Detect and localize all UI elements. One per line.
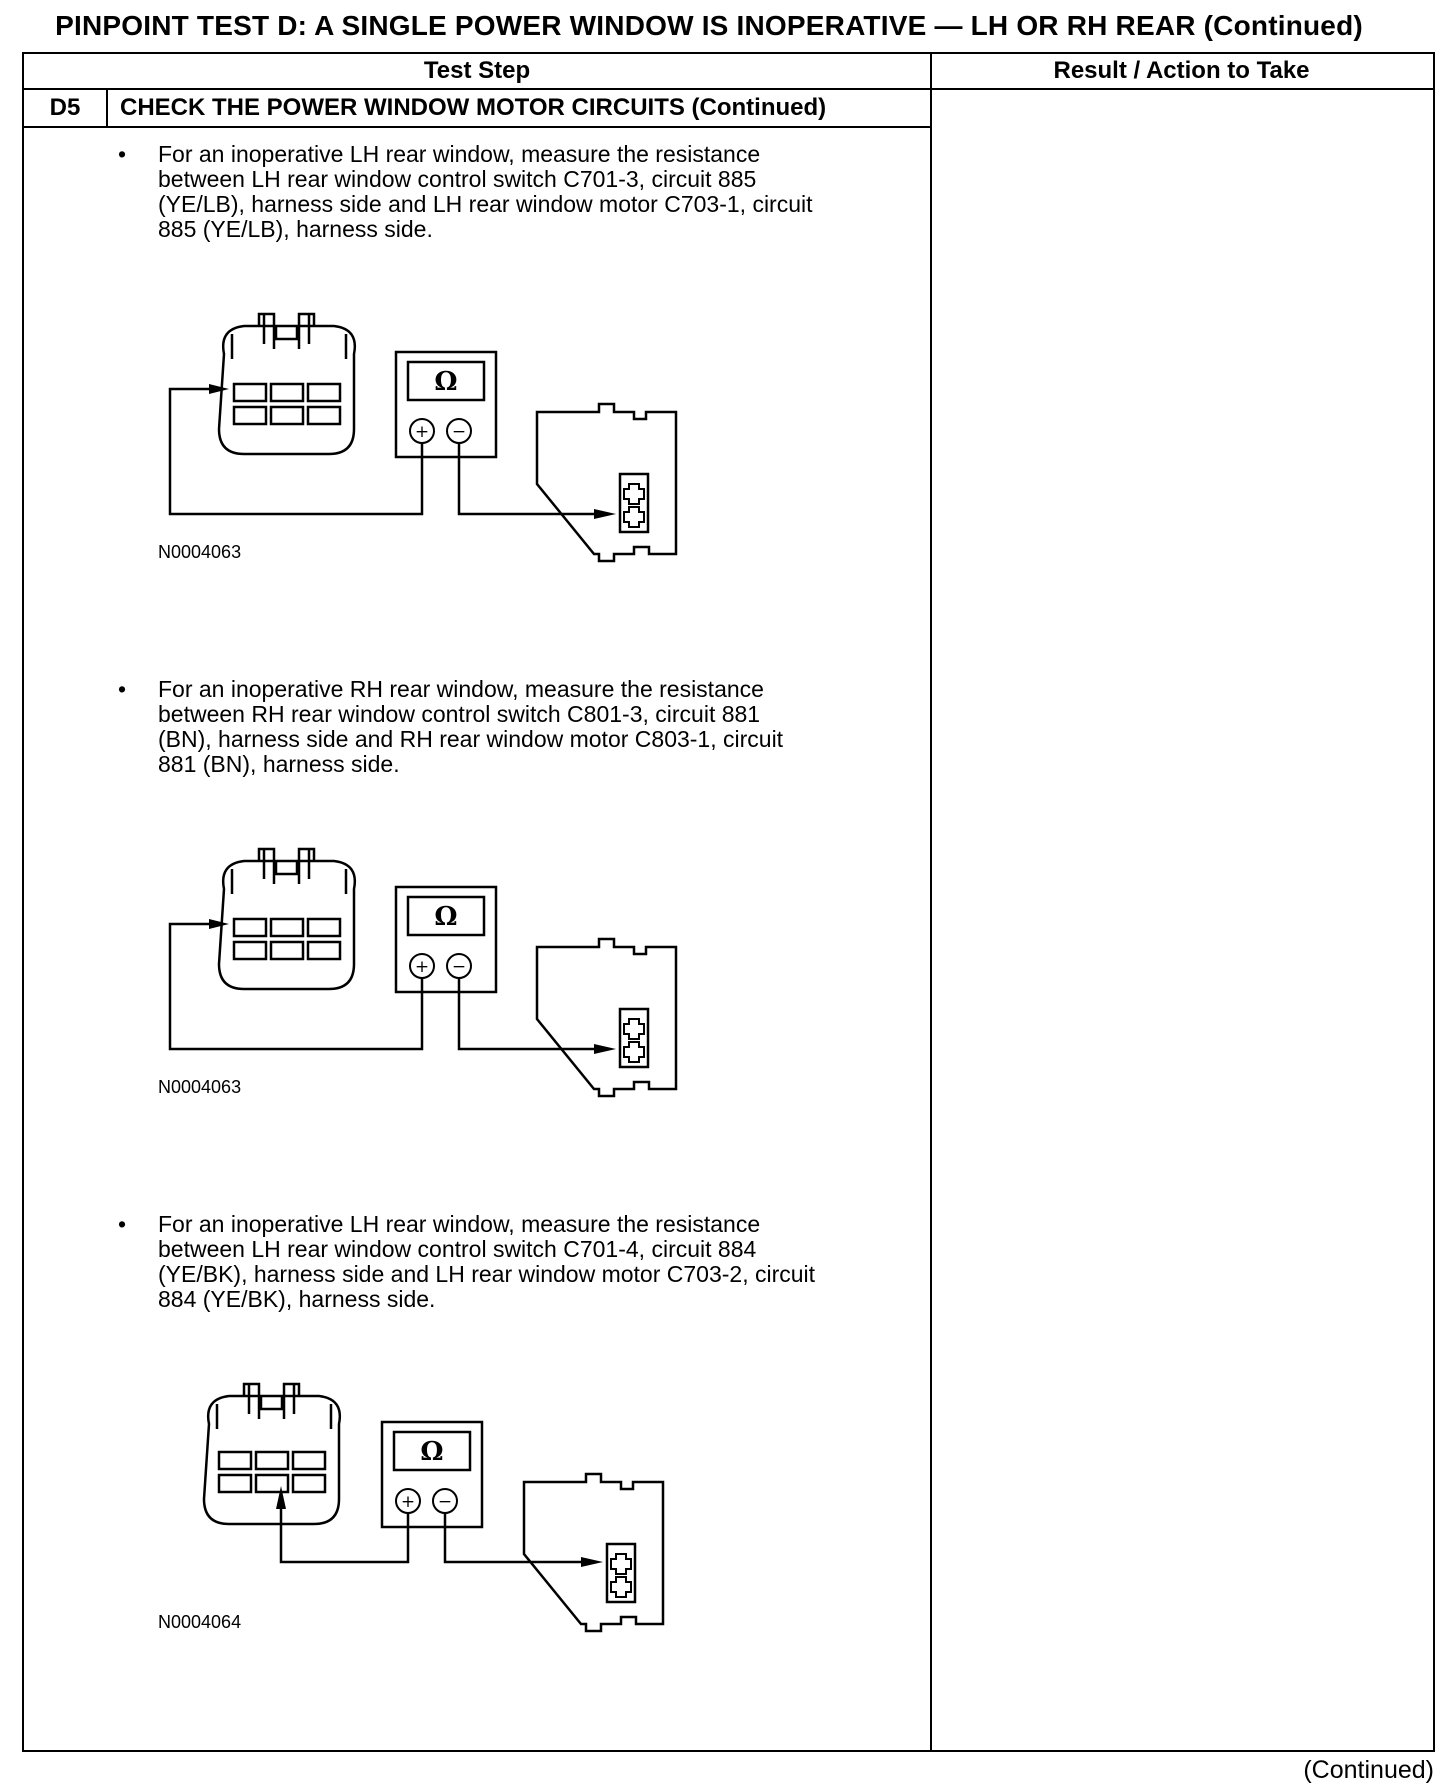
plus-terminal: + bbox=[414, 957, 430, 977]
ohm-symbol: Ω bbox=[434, 367, 458, 397]
continued-footer: (Continued) bbox=[1303, 1756, 1434, 1784]
step-title: CHECK THE POWER WINDOW MOTOR CIRCUITS (Continued) bbox=[108, 90, 930, 128]
switch-connector bbox=[219, 314, 355, 454]
instruction-text: For an inoperative RH rear window, measure the resistance between RH rear window control switch C801-3, circuit 881 (BN), harness side and RH rear window motor C803-1, circuit 881 (BN), harness side. bbox=[158, 676, 784, 777]
ohm-symbol: Ω bbox=[434, 902, 458, 932]
switch-connector bbox=[219, 849, 355, 989]
ohmmeter bbox=[382, 1422, 482, 1527]
probe-arrows bbox=[209, 384, 616, 519]
wiring-diagram bbox=[164, 304, 784, 594]
column-divider bbox=[930, 54, 932, 1750]
plus-terminal: + bbox=[414, 422, 430, 442]
bullet: • bbox=[118, 676, 127, 702]
probe-arrows bbox=[209, 919, 616, 1054]
ohmmeter bbox=[396, 887, 496, 992]
step-id: D5 bbox=[24, 90, 108, 128]
switch-connector bbox=[204, 1384, 340, 1524]
wiring-diagram bbox=[164, 1374, 784, 1664]
ohm-symbol: Ω bbox=[420, 1437, 444, 1467]
test-table bbox=[22, 52, 1435, 1752]
column-header-result: Result / Action to Take bbox=[930, 54, 1433, 90]
test-leads bbox=[281, 1509, 591, 1562]
plus-terminal: + bbox=[400, 1492, 416, 1512]
page-title: PINPOINT TEST D: A SINGLE POWER WINDOW IS INOPERATIVE — LH OR RH REAR (Continued) bbox=[55, 10, 1363, 41]
instruction-text: For an inoperative LH rear window, measure the resistance between LH rear window control switch C701-3, circuit 885 (YE/LB), harness side and LH rear window motor C703-1, circuit 885 (YE/LB), harness side. bbox=[158, 141, 813, 242]
column-header-test-step: Test Step bbox=[24, 54, 930, 90]
minus-terminal: − bbox=[437, 1492, 453, 1512]
instruction-text: For an inoperative LH rear window, measure the resistance between LH rear window control switch C701-4, circuit 884 (YE/BK), harness side and LH rear window motor C703-2, circuit 884 (YE/BK), harness side. bbox=[158, 1211, 816, 1312]
figure-id: N0004063 bbox=[158, 542, 242, 562]
wiring-diagram bbox=[164, 839, 784, 1129]
motor-connector bbox=[537, 404, 676, 561]
minus-terminal: − bbox=[451, 422, 467, 442]
motor-connector bbox=[524, 1474, 663, 1631]
motor-connector bbox=[537, 939, 676, 1096]
figure-id: N0004064 bbox=[158, 1612, 242, 1632]
bullet: • bbox=[118, 141, 127, 167]
bullet: • bbox=[118, 1211, 127, 1237]
ohmmeter bbox=[396, 352, 496, 457]
minus-terminal: − bbox=[451, 957, 467, 977]
figure-id: N0004063 bbox=[158, 1077, 242, 1097]
